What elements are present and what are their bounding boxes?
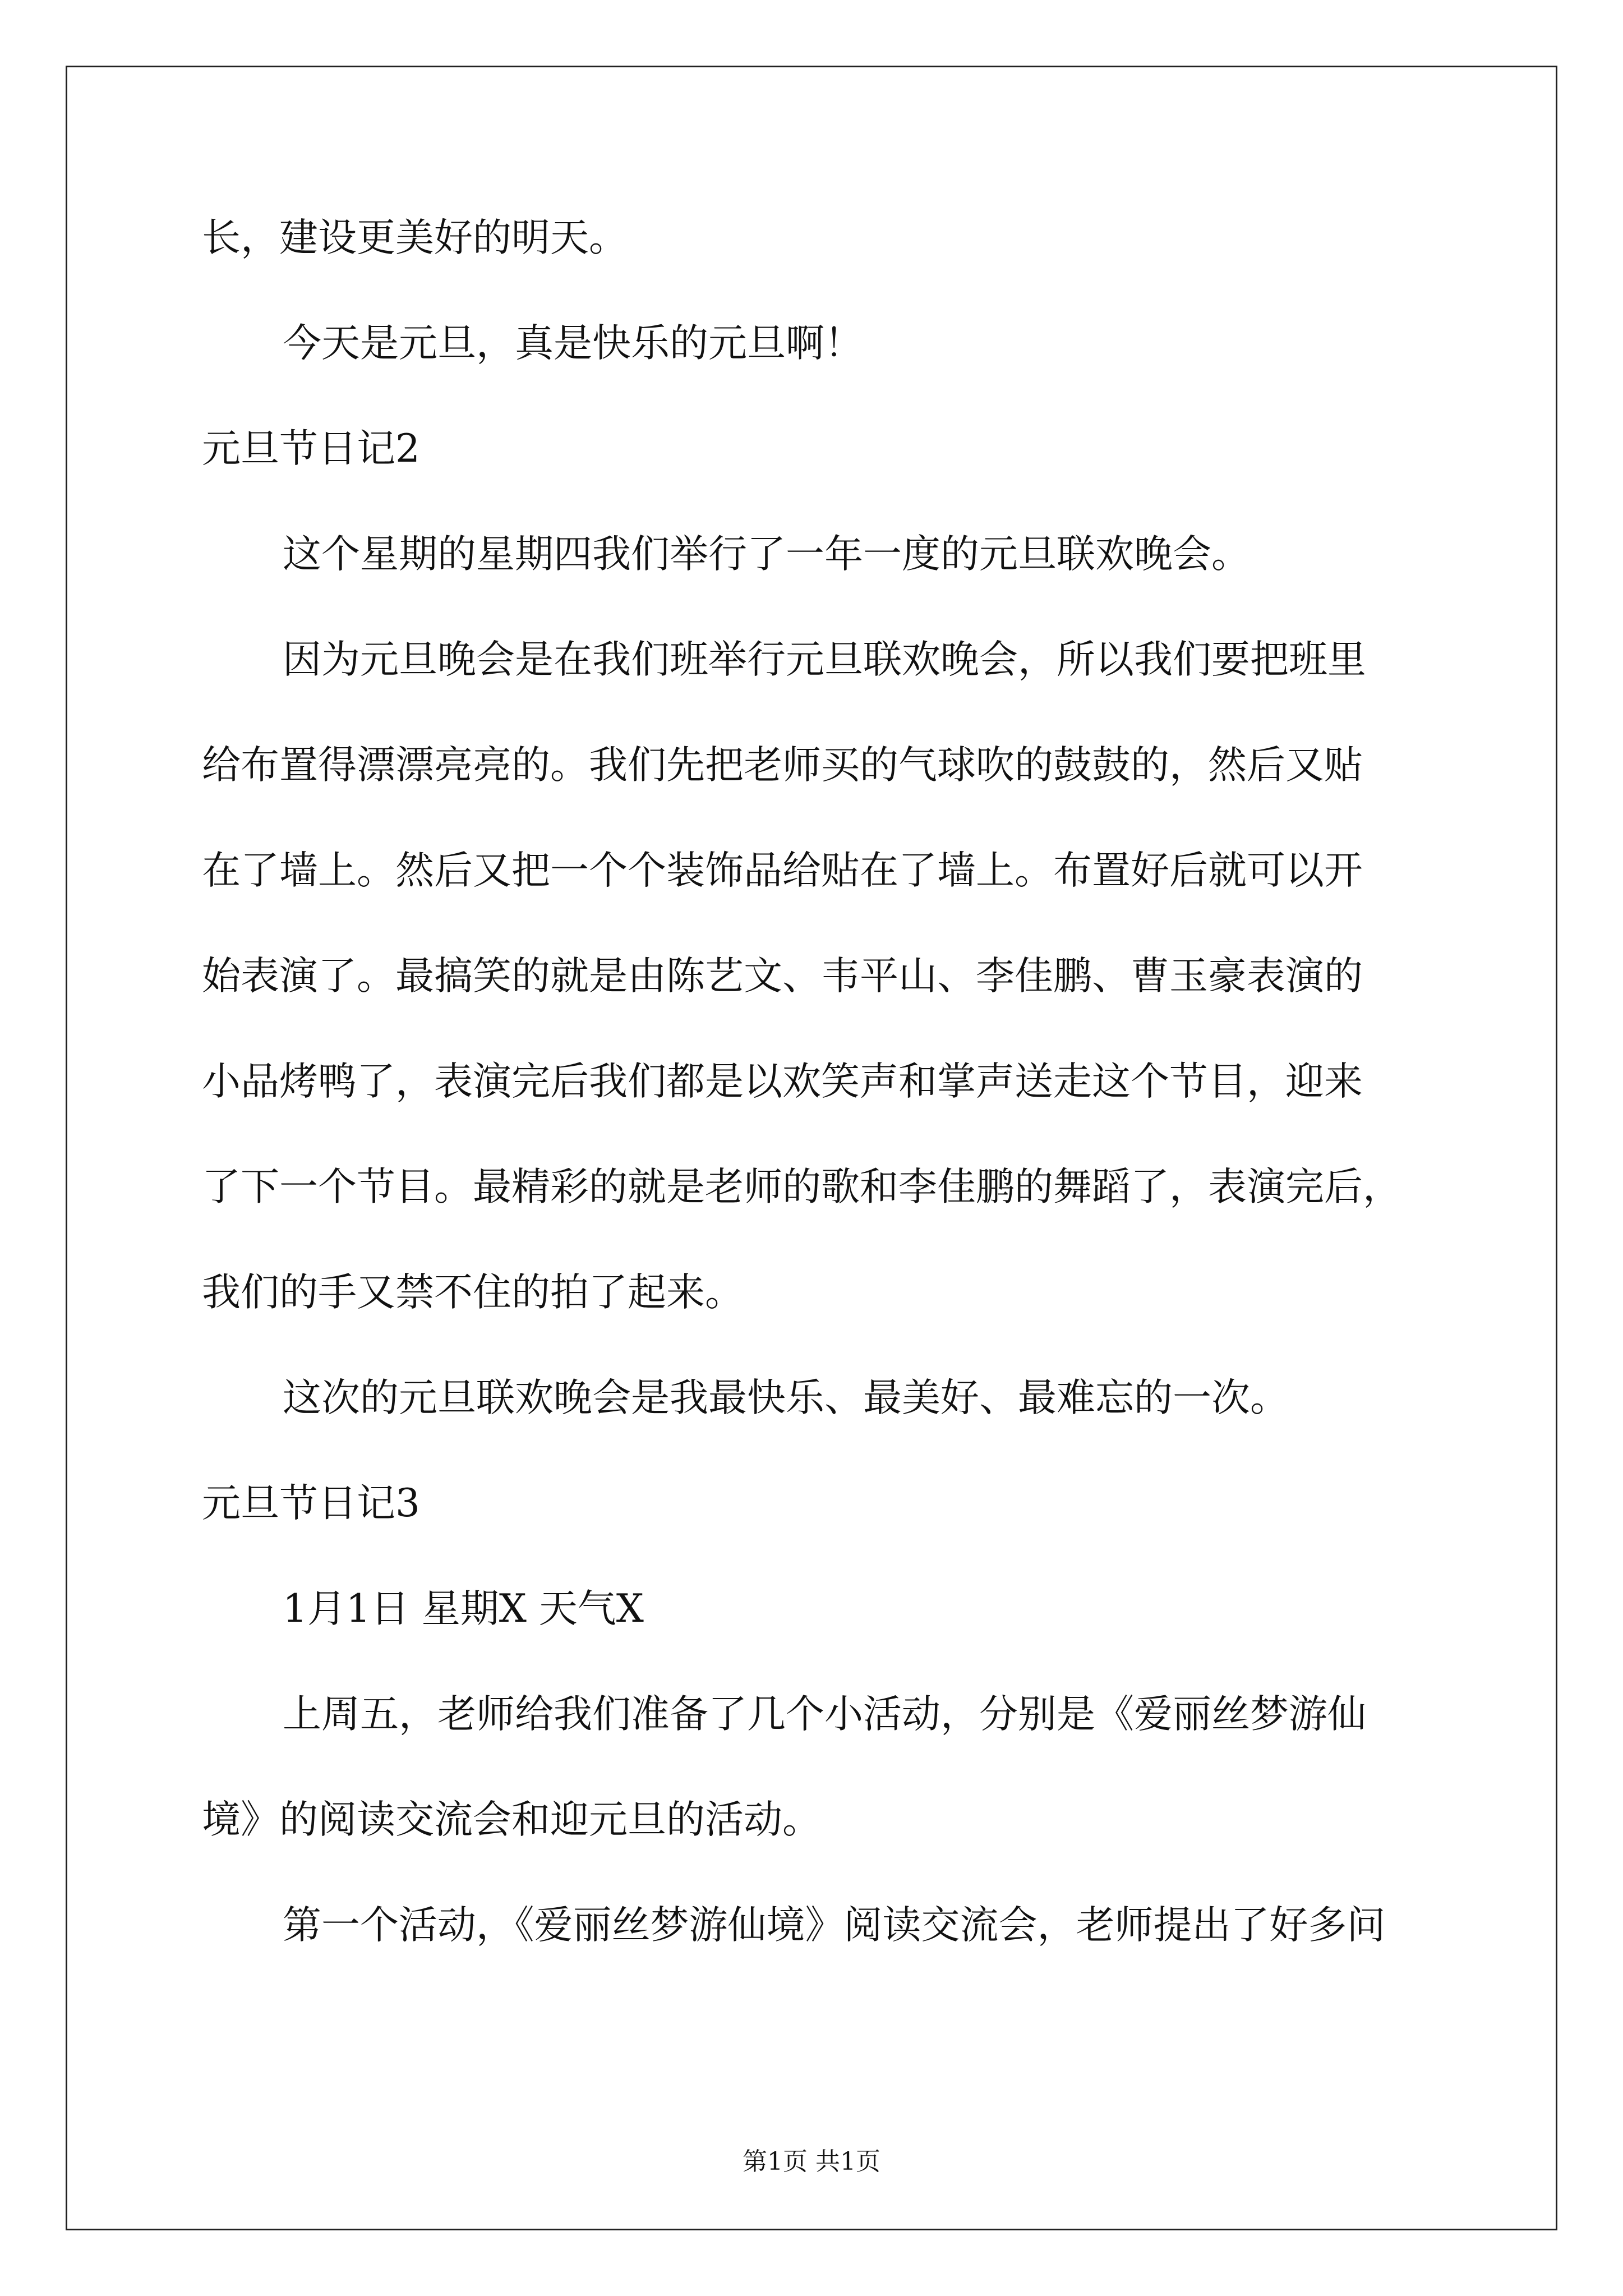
date-line: 1月1日 星期X 天气X [283,1586,644,1631]
paragraph-line: 这个星期的星期四我们举行了一年一度的元旦联欢晚会。 [283,532,1250,577]
paragraph-line: 这次的元旦联欢晚会是我最快乐、最美好、最难忘的一次。 [283,1375,1289,1420]
paragraph-line: 今天是元旦，真是快乐的元旦啊！ [283,321,863,366]
paragraph-line: 给布置得漂漂亮亮的。我们先把老师买的气球吹的鼓鼓的，然后又贴 [202,743,1363,788]
paragraph-line: 我们的手又禁不住的拍了起来。 [202,1270,744,1315]
paragraph-line: 在了墙上。然后又把一个个装饰品给贴在了墙上。布置好后就可以开 [202,848,1363,893]
paragraph-line: 境》的阅读交流会和迎元旦的活动。 [202,1797,821,1842]
paragraph-line: 上周五，老师给我们准备了几个小活动，分别是《爱丽丝梦游仙 [283,1692,1366,1737]
paragraph-line: 小品烤鸭了，表演完后我们都是以欢笑声和掌声送走这个节目，迎来 [202,1059,1363,1104]
paragraph-line: 因为元旦晚会是在我们班举行元旦联欢晚会，所以我们要把班里 [283,637,1366,682]
section-heading: 元旦节日记3 [202,1481,420,1526]
paragraph-line: 长，建设更美好的明天。 [202,215,628,260]
paragraph-line: 第一个活动，《爱丽丝梦游仙境》阅读交流会，老师提出了好多问 [283,1903,1386,1948]
page-footer: 第1页 共1页 [743,2147,880,2176]
paragraph-line: 始表演了。最搞笑的就是由陈艺文、韦平山、李佳鹏、曹玉豪表演的 [202,954,1363,999]
section-heading: 元旦节日记2 [202,426,420,471]
paragraph-line: 了下一个节目。最精彩的就是老师的歌和李佳鹏的舞蹈了，表演完后， [202,1165,1401,1209]
